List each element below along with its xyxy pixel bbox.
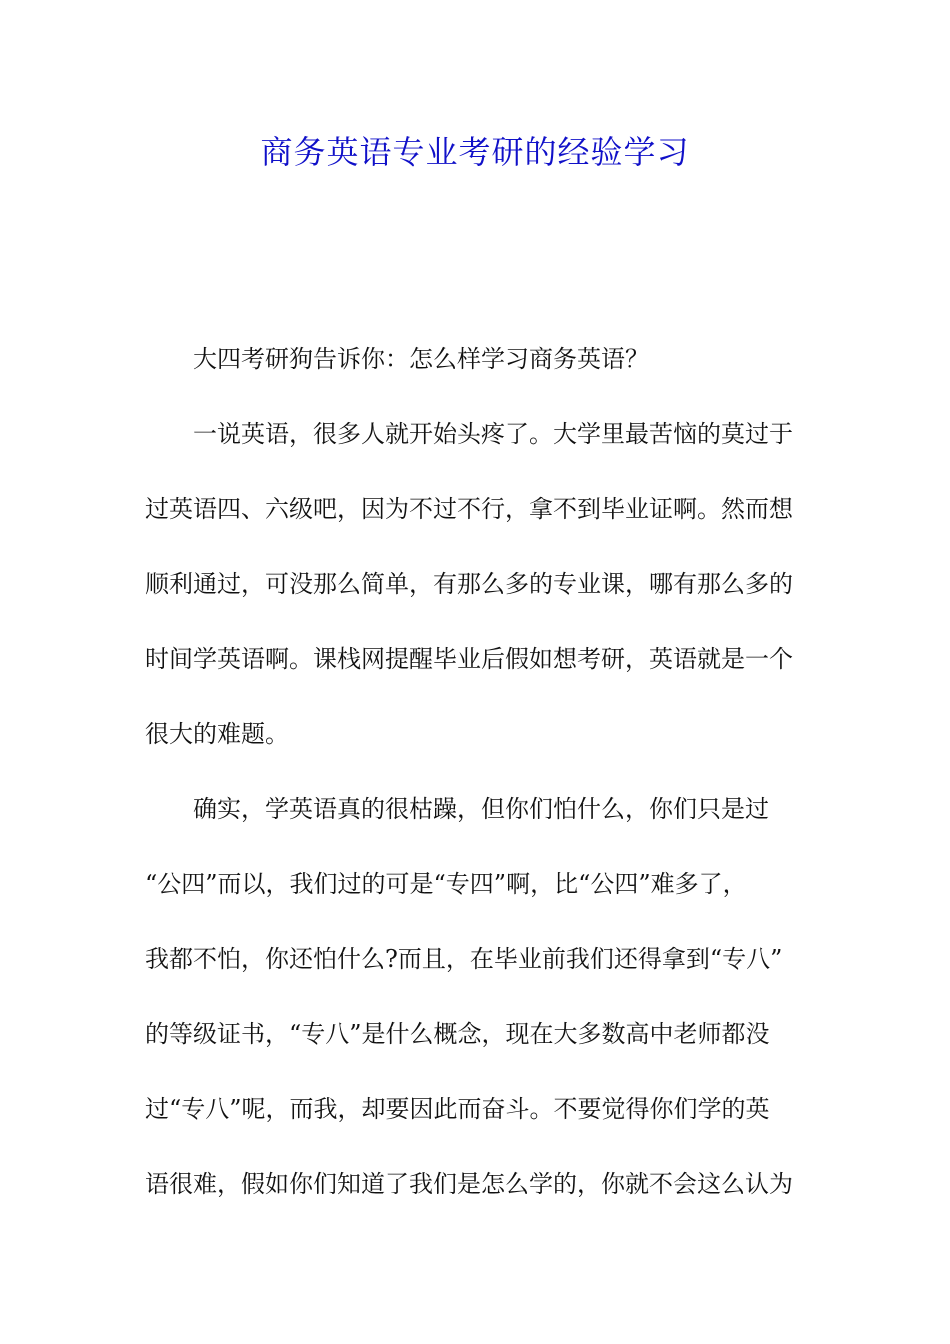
- paragraph-line: “公四”而以，我们过的可是“专四”啊，比“公四”难多了，: [145, 870, 747, 898]
- paragraph-line: 语很难，假如你们知道了我们是怎么学的，你就不会这么认为: [145, 1170, 793, 1198]
- paragraph-line: 过“专八”呢，而我，却要因此而奋斗。不要觉得你们学的英: [145, 1095, 770, 1123]
- paragraph-line: 确实，学英语真的很枯躁，但你们怕什么，你们只是过: [193, 795, 769, 823]
- document-title: 商务英语专业考研的经验学习: [260, 133, 690, 171]
- paragraph-line: 过英语四、六级吧，因为不过不行，拿不到毕业证啊。然而想: [145, 495, 793, 523]
- paragraph-line: 很大的难题。: [145, 720, 289, 748]
- paragraph-line: 的等级证书，“专八”是什么概念，现在大多数高中老师都没: [145, 1020, 770, 1048]
- paragraph-line: 一说英语，很多人就开始头疼了。大学里最苦恼的莫过于: [193, 420, 793, 448]
- paragraph-line: 大四考研狗告诉你：怎么样学习商务英语？: [193, 345, 649, 373]
- document-body: [145, 334, 815, 1234]
- paragraph-line: 时间学英语啊。课栈网提醒毕业后假如想考研，英语就是一个: [145, 645, 793, 673]
- paragraph-line: 顺利通过，可没那么简单，有那么多的专业课，哪有那么多的: [145, 570, 793, 598]
- paragraph-line: 我都不怕，你还怕什么?而且，在毕业前我们还得拿到“专八”: [145, 945, 783, 973]
